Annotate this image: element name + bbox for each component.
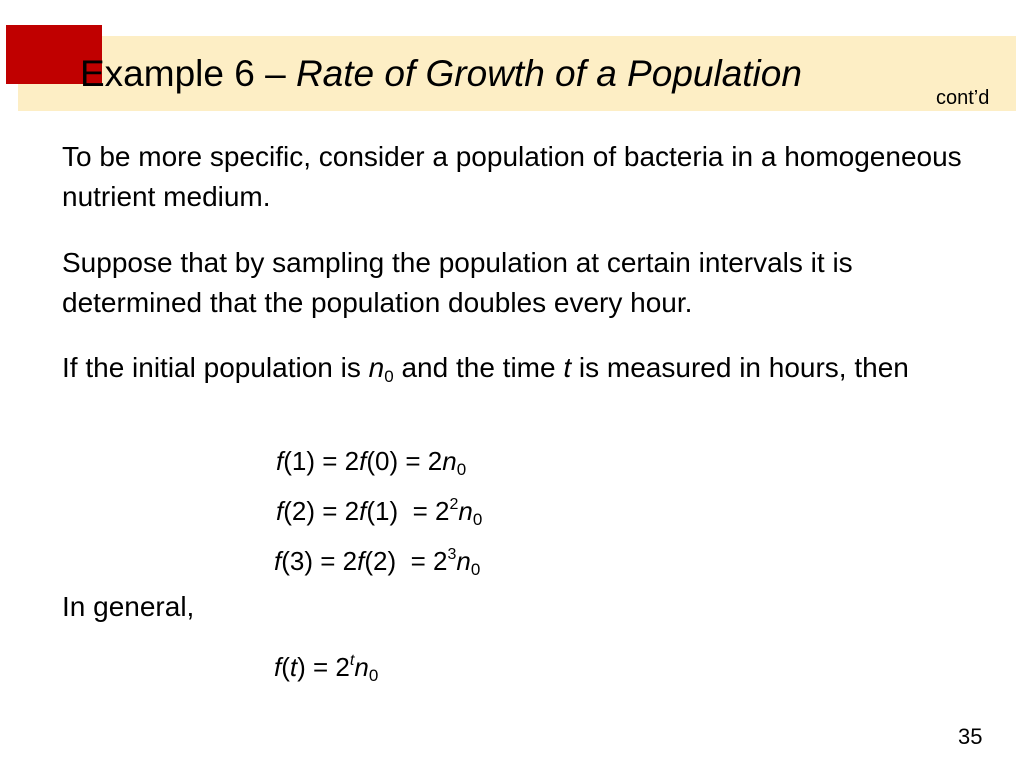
paragraph-4: In general, [62,591,195,622]
var-t: t [563,352,572,383]
equation-general: $f(t) = 2^tn_0$ [274,652,379,685]
page-number: 35 [958,724,983,749]
title-prefix: Example 6 – [80,53,296,94]
equation-3: $f(3) = 2f(2) = 2^3n_0$ [274,546,481,579]
paragraph-3: If the initial population is $n_0$ and the time t is measured in hours, then [62,352,909,386]
paragraph-2: Suppose that by sampling the population at certain intervals it is determined that the population doubles every hour. [62,247,853,318]
continued-label: cont’d [936,87,990,109]
slide-title [80,52,802,96]
title-italic: Rate of Growth of a Population [295,53,802,94]
equation-2: $f(2) = 2f(1) = 2^2n_0$ [276,496,483,529]
subscript-0: 0 [384,367,394,386]
paragraph-1: To be more specific, consider a population of bacteria in a homogeneous nutrient medium. [62,141,962,212]
var-n: n [368,352,385,383]
equation-1: $f(1) = 2f(0) = 2n_0$ [276,446,467,479]
